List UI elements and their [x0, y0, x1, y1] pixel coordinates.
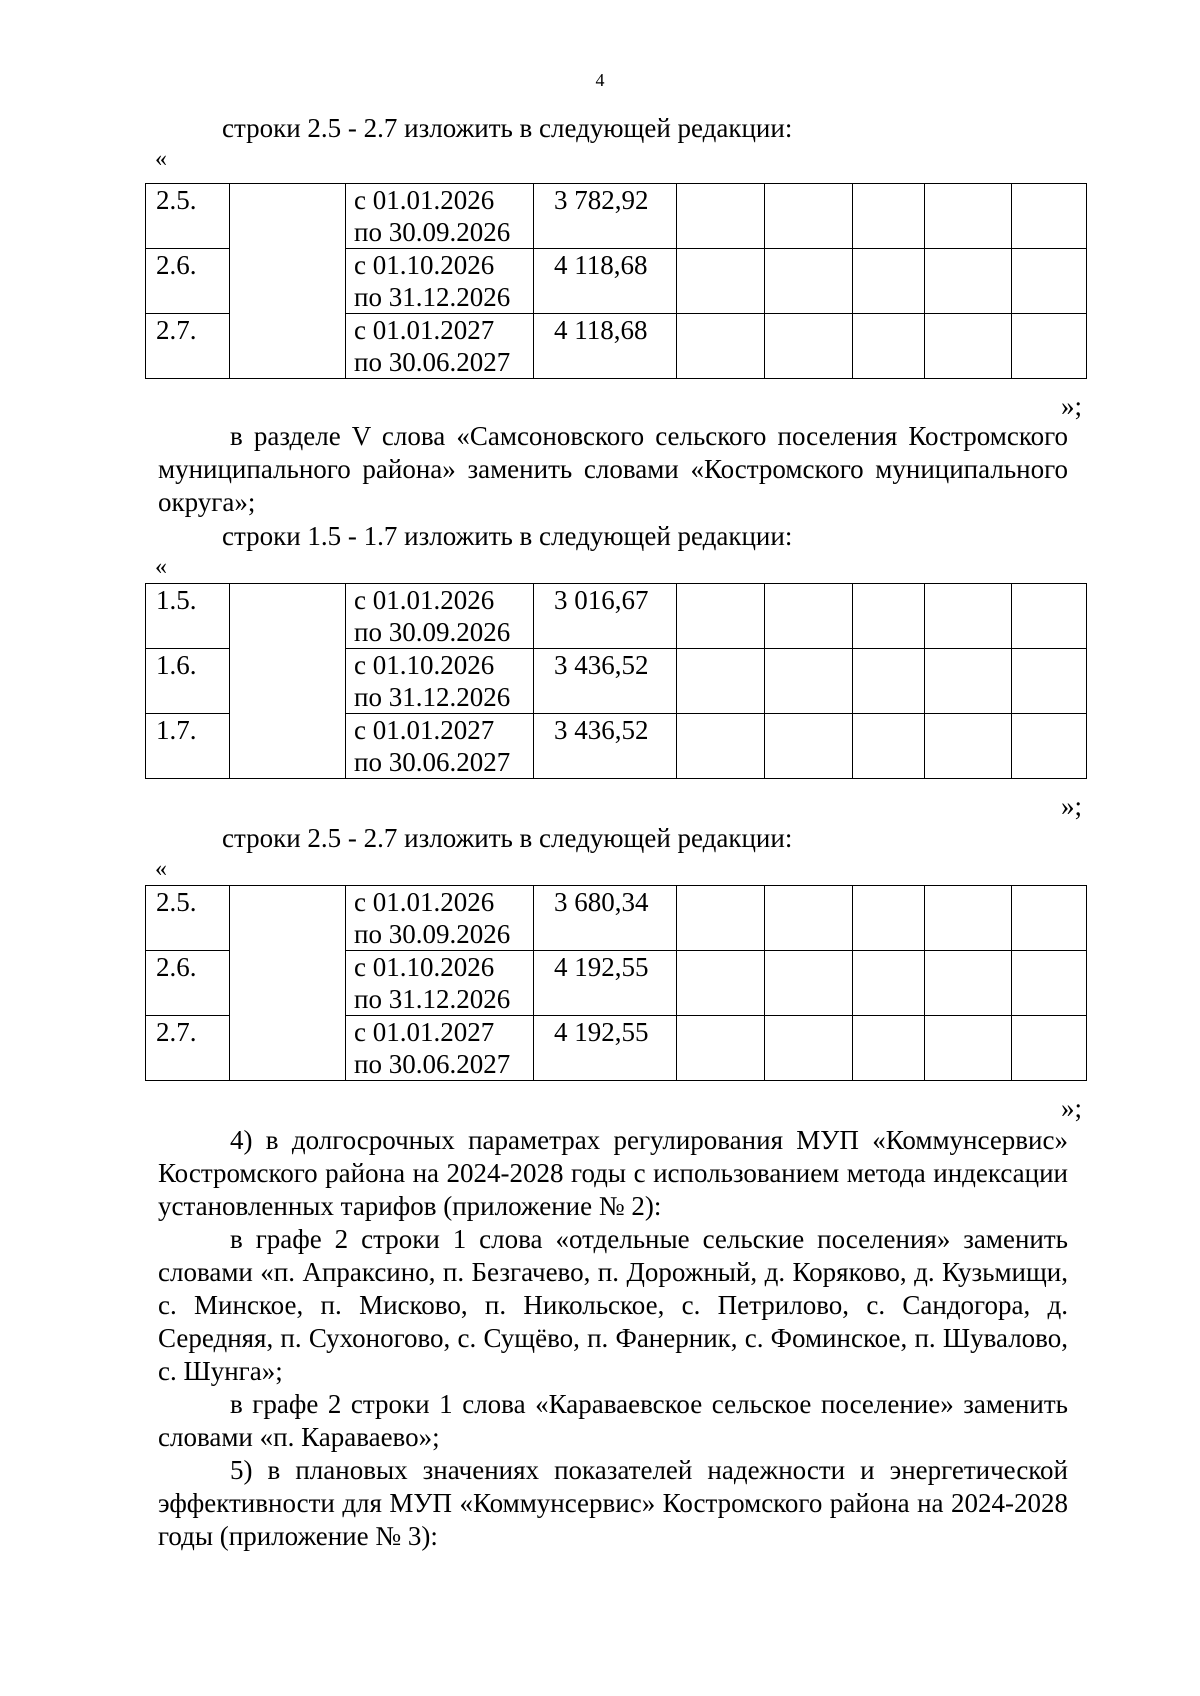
empty-cell — [677, 249, 765, 314]
empty-cell — [925, 249, 1012, 314]
empty-cell — [1012, 649, 1087, 714]
merged-empty-cell — [230, 184, 346, 379]
paragraph-4b — [158, 1388, 1068, 1454]
empty-cell — [765, 649, 853, 714]
quote-open-3: « — [155, 856, 167, 882]
empty-cell — [1012, 951, 1087, 1016]
quote-open-1: « — [155, 146, 167, 172]
page-number: 4 — [595, 70, 605, 90]
empty-cell — [1012, 184, 1087, 249]
empty-cell — [1012, 714, 1087, 779]
period-to: по 30.06.2027 — [354, 1048, 511, 1079]
period-cell — [346, 184, 534, 249]
intro-1: строки 2.5 - 2.7 изложить в следующей редакции: — [222, 113, 793, 143]
tariff-value-cell: 3 782,92 — [534, 184, 677, 249]
tariff-value-cell: 4 118,68 — [534, 314, 677, 379]
tariff-value-cell: 3 016,67 — [534, 584, 677, 649]
period-to: по 30.09.2026 — [354, 616, 511, 647]
tariff-value-cell: 3 436,52 — [534, 714, 677, 779]
paragraph-4a — [158, 1223, 1068, 1388]
quote-close-3: »; — [1060, 1093, 1082, 1123]
period-from: с 01.01.2027 — [354, 1017, 495, 1048]
empty-cell — [925, 886, 1012, 951]
tariff-value-cell: 3 680,34 — [534, 886, 677, 951]
period-cell — [346, 314, 534, 379]
period-to: по 30.09.2026 — [354, 918, 511, 949]
period-cell — [346, 584, 534, 649]
tariff-table-2 — [145, 583, 1087, 779]
empty-cell — [853, 714, 925, 779]
paragraph-4a-text: в графе 2 строки 1 слова «отдельные сельские поселения» заменить словами «п. Апраксино, п. Безгачево, п. Дорожный, д. Коряково, д. Кузьмищи, с. Минское, п. Мисково, п. Никольское, с. Петрилово, с. Сандогора, д. Середняя, п. Сухоногово, с. Сущёво, п. Фанерник, с. Фоминское, п. Шувалово, с. Шунга»; — [158, 1224, 1068, 1386]
period-from: с 01.01.2026 — [354, 585, 495, 615]
period-from: с 01.01.2026 — [354, 185, 495, 215]
intro-2: строки 1.5 - 1.7 изложить в следующей редакции: — [222, 521, 793, 551]
row-number-cell: 2.6. — [146, 249, 230, 314]
table-body — [146, 584, 1087, 779]
paragraph-4 — [158, 1124, 1068, 1223]
table-row — [146, 184, 1087, 249]
period-from: с 01.10.2026 — [354, 650, 495, 681]
period-to: по 30.09.2026 — [354, 216, 511, 247]
tariff-value-cell: 4 192,55 — [534, 951, 677, 1016]
period-from: с 01.10.2026 — [354, 250, 495, 281]
row-number-cell: 2.5. — [146, 886, 230, 951]
period-from: с 01.10.2026 — [354, 952, 495, 983]
quote-open-2: « — [155, 554, 167, 580]
tariff-value-cell: 4 118,68 — [534, 249, 677, 314]
paragraph-5 — [158, 1454, 1068, 1553]
empty-cell — [677, 886, 765, 951]
empty-cell — [677, 714, 765, 779]
empty-cell — [765, 951, 853, 1016]
empty-cell — [853, 314, 925, 379]
row-number-cell: 1.6. — [146, 649, 230, 714]
quote-close-1: »; — [1060, 391, 1082, 421]
quote-close-2: »; — [1060, 791, 1082, 821]
period-to: по 31.12.2026 — [354, 983, 511, 1014]
row-number-cell: 2.5. — [146, 184, 230, 249]
period-from: с 01.01.2027 — [354, 715, 495, 746]
empty-cell — [853, 249, 925, 314]
table-body — [146, 184, 1087, 379]
paragraph-5-text: 5) в плановых значениях показателей надежности и энергетической эффективности для МУП «Коммунсервис» Костромского района на 2024-2028 годы (приложение № 3): — [158, 1455, 1068, 1551]
empty-cell — [853, 951, 925, 1016]
merged-empty-cell — [230, 886, 346, 1081]
empty-cell — [765, 184, 853, 249]
section-v-text: в разделе V слова «Самсоновского сельского поселения Костромского муниципального района» заменить словами «Костромского муниципального округа»; — [158, 421, 1068, 517]
empty-cell — [925, 649, 1012, 714]
empty-cell — [765, 584, 853, 649]
paragraph-4b-text: в графе 2 строки 1 слова «Караваевское сельское поселение» заменить словами «п. Караваево»; — [158, 1389, 1068, 1452]
period-cell — [346, 886, 534, 951]
empty-cell — [925, 314, 1012, 379]
empty-cell — [765, 314, 853, 379]
empty-cell — [853, 184, 925, 249]
intro-3: строки 2.5 - 2.7 изложить в следующей редакции: — [222, 823, 793, 853]
period-cell — [346, 649, 534, 714]
table-row — [146, 886, 1087, 951]
tariff-table-3 — [145, 885, 1087, 1081]
empty-cell — [1012, 886, 1087, 951]
empty-cell — [853, 584, 925, 649]
empty-cell — [853, 1016, 925, 1081]
empty-cell — [765, 1016, 853, 1081]
period-from: с 01.01.2027 — [354, 315, 495, 346]
empty-cell — [677, 184, 765, 249]
row-number-cell: 1.7. — [146, 714, 230, 779]
period-cell — [346, 1016, 534, 1081]
period-to: по 31.12.2026 — [354, 281, 511, 312]
row-number-cell: 1.5. — [146, 584, 230, 649]
empty-cell — [1012, 314, 1087, 379]
empty-cell — [677, 314, 765, 379]
empty-cell — [765, 886, 853, 951]
empty-cell — [925, 951, 1012, 1016]
tariff-value-cell: 3 436,52 — [534, 649, 677, 714]
empty-cell — [765, 714, 853, 779]
empty-cell — [765, 249, 853, 314]
empty-cell — [677, 584, 765, 649]
period-from: с 01.01.2026 — [354, 887, 495, 917]
row-number-cell: 2.7. — [146, 1016, 230, 1081]
row-number-cell: 2.6. — [146, 951, 230, 1016]
table-body — [146, 886, 1087, 1081]
empty-cell — [925, 1016, 1012, 1081]
empty-cell — [677, 951, 765, 1016]
empty-cell — [677, 1016, 765, 1081]
table-row — [146, 584, 1087, 649]
empty-cell — [1012, 584, 1087, 649]
empty-cell — [925, 584, 1012, 649]
section-v-paragraph — [158, 420, 1068, 519]
empty-cell — [677, 649, 765, 714]
period-cell — [346, 249, 534, 314]
empty-cell — [925, 714, 1012, 779]
merged-empty-cell — [230, 584, 346, 779]
tariff-value-cell: 4 192,55 — [534, 1016, 677, 1081]
empty-cell — [853, 649, 925, 714]
row-number-cell: 2.7. — [146, 314, 230, 379]
period-to: по 30.06.2027 — [354, 746, 511, 777]
period-cell — [346, 714, 534, 779]
empty-cell — [925, 184, 1012, 249]
period-cell — [346, 951, 534, 1016]
tariff-table-1 — [145, 183, 1087, 379]
period-to: по 31.12.2026 — [354, 681, 511, 712]
empty-cell — [853, 886, 925, 951]
paragraph-4-text: 4) в долгосрочных параметрах регулирования МУП «Коммунсервис» Костромского района на 2024-2028 годы с использованием метода индексации установленных тарифов (приложение № 2): — [158, 1125, 1068, 1221]
empty-cell — [1012, 249, 1087, 314]
empty-cell — [1012, 1016, 1087, 1081]
period-to: по 30.06.2027 — [354, 346, 511, 377]
